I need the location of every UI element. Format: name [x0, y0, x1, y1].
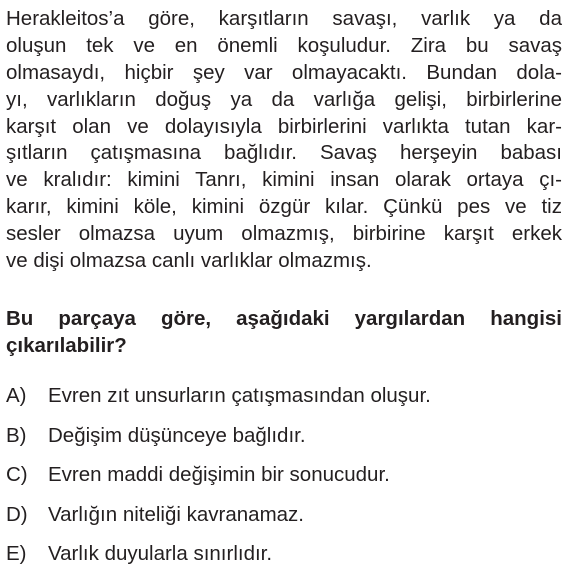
question-line: Bu parçaya göre, aşağıdaki yargılardan hangisi — [6, 307, 562, 330]
option-text: Değişim düşünceye bağlıdır. — [48, 423, 306, 447]
option-letter: A) — [6, 384, 27, 407]
option-letter: B) — [6, 423, 27, 447]
answer-options — [6, 383, 562, 581]
question-stem — [6, 306, 562, 359]
passage-line: Herakleitos’a göre, karşıtların savaşı, varlık ya da — [6, 7, 562, 30]
option-text: Evren zıt unsurların çatışmasından oluşur. — [48, 384, 431, 407]
passage-line: sesler olmazsa uyum olmazmış, birbirine karşıt erkek — [6, 222, 562, 246]
option-letter: C) — [6, 463, 28, 487]
passage-line: yı, varlıkların doğuş ya da varlığa gelişi, birbirlerine — [6, 87, 562, 111]
option-e[interactable] — [6, 541, 562, 581]
reading-passage — [6, 6, 562, 275]
passage-line: ve dişi olmazsa canlı varlıklar olmazmış. — [6, 249, 372, 273]
option-text: Varlık duyularla sınırlıdır. — [48, 542, 273, 566]
option-c[interactable] — [6, 462, 562, 502]
option-b[interactable] — [6, 423, 562, 463]
option-a[interactable] — [6, 383, 562, 423]
passage-line: şıtların çatışmasına bağlıdır. Savaş herşeyin babası — [6, 141, 562, 165]
option-text: Evren maddi değişimin bir sonucudur. — [48, 463, 390, 487]
option-letter: D) — [6, 502, 28, 526]
passage-line: karır, kimini köle, kimini özgür kılar. Çünkü pes ve tiz — [6, 195, 562, 219]
question-line: çıkarılabilir? — [6, 333, 127, 357]
option-text: Varlığın niteliği kavranamaz. — [48, 502, 304, 526]
passage-line: olmasaydı, hiçbir şey var olmayacaktı. Bundan dola- — [6, 60, 562, 84]
passage-line: oluşun tek ve en önemli koşuludur. Zira bu savaş — [6, 33, 562, 57]
option-letter: E) — [6, 542, 27, 566]
option-d[interactable] — [6, 502, 562, 542]
passage-line: ve kralıdır: kimini Tanrı, kimini insan olarak ortaya çı- — [6, 168, 562, 192]
passage-line: karşıt olan ve dolayısıyla birbirlerini varlıkta tutan kar- — [6, 114, 562, 138]
